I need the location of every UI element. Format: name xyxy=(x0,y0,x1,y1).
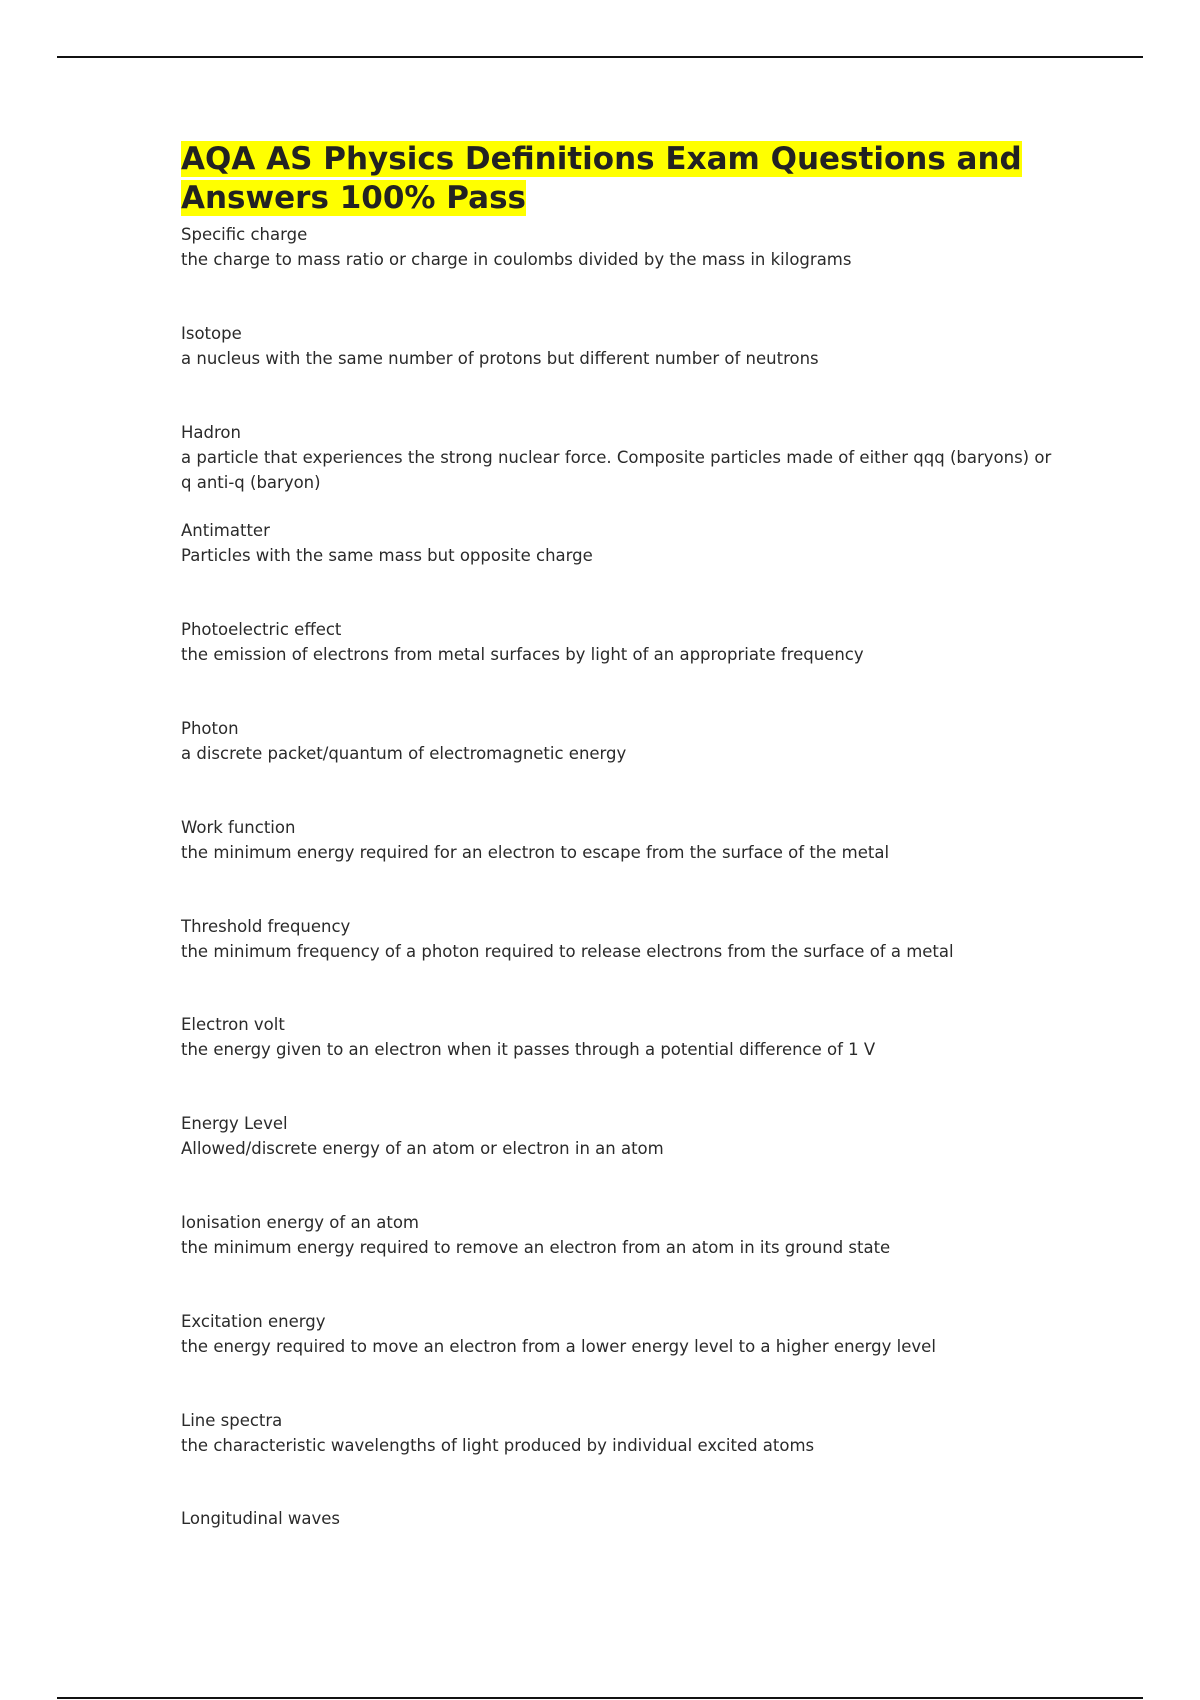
document-body xyxy=(181,140,1061,1605)
definition-text: the minimum energy required for an electron to escape from the surface of the metal xyxy=(181,842,890,862)
definition-entry xyxy=(181,1012,1061,1111)
definition-entry xyxy=(181,518,1061,617)
header-rule xyxy=(57,56,1143,58)
definition-term: Photoelectric effect xyxy=(181,620,342,640)
definition-term: Energy Level xyxy=(181,1114,288,1134)
definition-term: Hadron xyxy=(181,422,241,442)
definition-text: the energy given to an electron when it passes through a potential difference of 1 V xyxy=(181,1040,876,1060)
definition-list xyxy=(181,222,1061,1605)
definition-text: a particle that experiences the strong nuclear force. Composite particles made of either qqq (baryons) or q anti-q (baryon) xyxy=(181,447,1052,492)
document-title xyxy=(181,140,1061,218)
definition-entry xyxy=(181,420,1061,519)
definition-text: Allowed/discrete energy of an atom or electron in an atom xyxy=(181,1139,664,1159)
definition-entry xyxy=(181,222,1061,321)
definition-text: a nucleus with the same number of protons but different number of neutrons xyxy=(181,348,819,368)
title-highlight: AQA AS Physics Definitions Exam Questions and Answers 100% Pass xyxy=(181,141,1022,216)
definition-term: Longitudinal waves xyxy=(181,1509,341,1529)
definition-entry xyxy=(181,1111,1061,1210)
definition-term: Specific charge xyxy=(181,225,308,244)
definition-term: Work function xyxy=(181,817,296,837)
definition-entry xyxy=(181,617,1061,716)
definition-text: the minimum energy required to remove an electron from an atom in its ground state xyxy=(181,1237,891,1257)
definition-text: the characteristic wavelengths of light produced by individual excited atoms xyxy=(181,1435,815,1455)
definition-term: Electron volt xyxy=(181,1015,285,1035)
definition-text: the energy required to move an electron from a lower energy level to a higher energy level xyxy=(181,1336,936,1356)
definition-term: Isotope xyxy=(181,323,242,343)
definition-text: Particles with the same mass but opposite charge xyxy=(181,546,593,566)
definition-text: the emission of electrons from metal surfaces by light of an appropriate frequency xyxy=(181,645,864,665)
definition-entry xyxy=(181,914,1061,1013)
definition-text: the charge to mass ratio or charge in coulombs divided by the mass in kilograms xyxy=(181,250,852,269)
definition-term: Excitation energy xyxy=(181,1311,326,1331)
definition-text: a discrete packet/quantum of electromagnetic energy xyxy=(181,743,627,763)
definition-term: Photon xyxy=(181,718,239,738)
definition-entry xyxy=(181,1506,1061,1605)
definition-term: Antimatter xyxy=(181,521,270,541)
definition-term: Ionisation energy of an atom xyxy=(181,1212,420,1232)
definition-term: Line spectra xyxy=(181,1410,283,1430)
definition-text: the minimum frequency of a photon required to release electrons from the surface of a metal xyxy=(181,941,954,961)
footer-rule xyxy=(57,1697,1143,1699)
definition-entry xyxy=(181,1408,1061,1507)
definition-entry xyxy=(181,1210,1061,1309)
definition-entry xyxy=(181,321,1061,420)
definition-term: Threshold frequency xyxy=(181,916,351,936)
definition-entry xyxy=(181,815,1061,914)
definition-entry xyxy=(181,716,1061,815)
definition-entry xyxy=(181,1309,1061,1408)
